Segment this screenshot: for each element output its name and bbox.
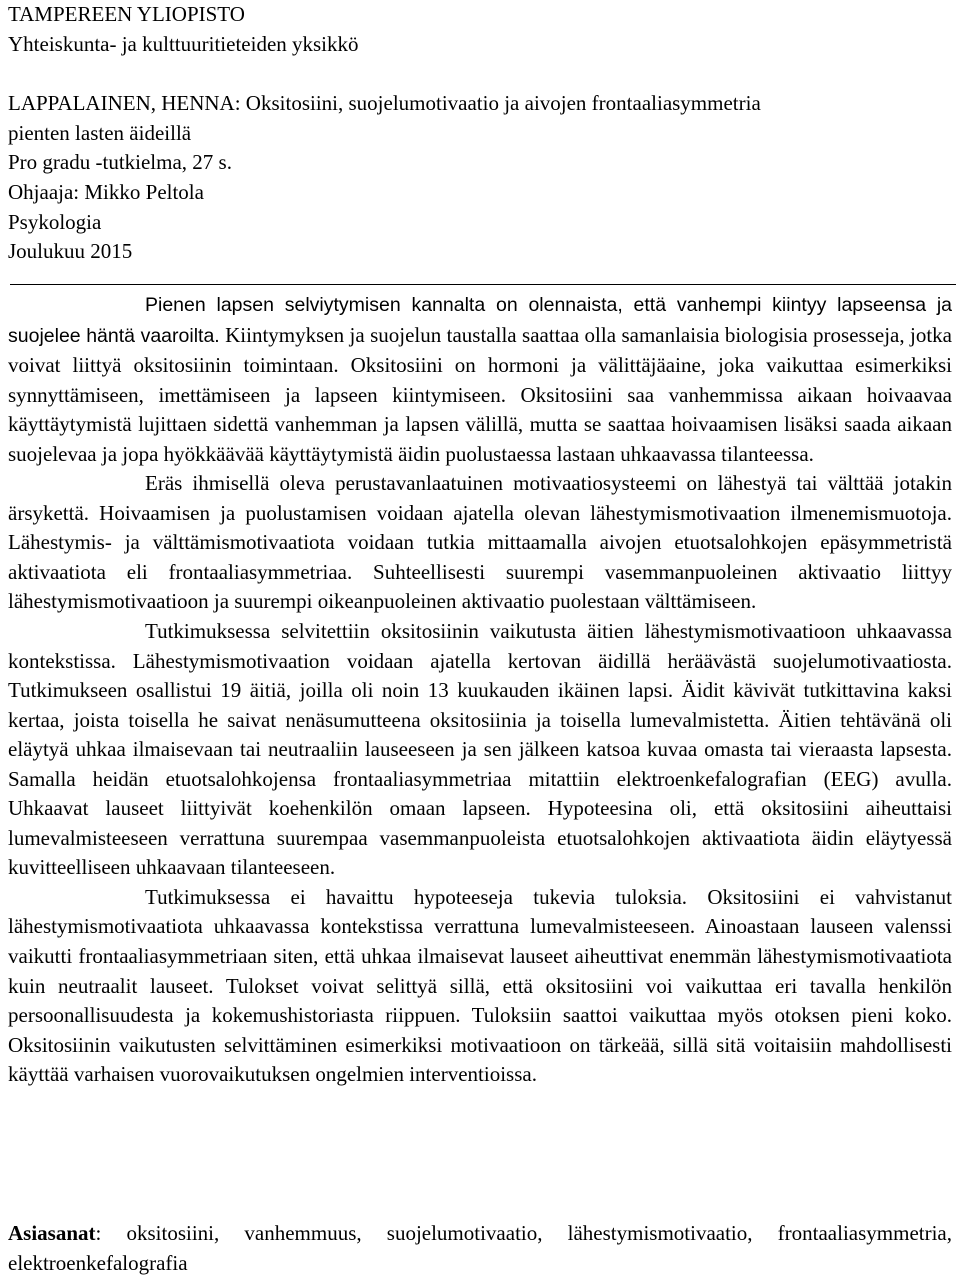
subject: Psykologia <box>8 209 102 234</box>
date: Joulukuu 2015 <box>8 239 133 264</box>
thesis-title-line-2: pienten lasten äideillä <box>8 120 192 145</box>
title-page-header <box>8 0 952 267</box>
abstract-lead-sentence: Pienen lapsen selviytymisen kannalta on olennaista, että vanhempi kiintyy lapseensa ja suojelee häntä vaaroilta. <box>8 294 952 347</box>
abstract <box>8 290 952 1090</box>
thesis-type: Pro gradu -tutkielma, 27 s. <box>8 150 232 175</box>
keywords <box>8 1218 952 1278</box>
header-divider <box>10 284 956 285</box>
unit-name: Yhteiskunta- ja kulttuuritieteiden yksikkö <box>8 31 359 56</box>
university-name: TAMPEREEN YLIOPISTO <box>8 2 245 26</box>
abstract-paragraph-1-rest: Kiintymyksen ja suojelun taustalla saattaa olla samanlaisia biologisia prosesseja, jotka voivat liittyä oksitosiinin toimintaan. Oksitosiini on hormoni ja välittäjäaine, joka vaikuttaa esimerkiksi synnyttämiseen, imettämiseen ja lapseen kiintymiseen. Oksitosiini saa vanhemmissa aikaan hoivaavaa käyttäytymistä lujittaen sidettä vanhemman ja lapsen välillä, mutta se saattaa hoivaamisen lisäksi saada aikaan suojelevaa ja jopa hyökkäävää käyttäytymistä äidin puolustaessa lastaan uhkaavassa tilanteessa. <box>8 322 952 466</box>
abstract-paragraph-4: Tutkimuksessa ei havaittu hypoteeseja tukevia tuloksia. Oksitosiini ei vahvistanut lähestymismotivaatiota uhkaavassa kontekstissa verrattuna lumevalmisteeseen. Ainoastaan lauseen valenssi vaikutti frontaaliasymmetriaan siten, että uhkaa ilmaisevat lauseet aiheuttivat enemmän lähestymismotivaatiota kuin neutraalit lauseet. Tulokset voivat selittyä sillä, että oksitosiini voi vaikuttaa eri tavalla henkilön persoonallisuudesta ja kokemushistoriasta riippuen. Tuloksiin saattoi vaikuttaa myös otoksen pieni koko. Oksitosiinin vaikutusten selvittäminen esimerkiksi motivaatioon on tärkeää, sillä sitä voitaisiin mahdollisesti käyttää varhaisen vuorovaikutuksen ongelmien interventioissa. <box>8 884 952 1087</box>
keywords-list: : oksitosiini, vanhemmuus, suojelumotivaatio, lähestymismotivaatio, frontaaliasymmetria, elektroenkefalografia <box>8 1221 952 1275</box>
keywords-label: Asiasanat <box>8 1221 96 1245</box>
abstract-paragraph-1 <box>8 290 952 469</box>
supervisor: Ohjaaja: Mikko Peltola <box>8 179 204 204</box>
thesis-title-line-1: LAPPALAINEN, HENNA: Oksitosiini, suojelumotivaatio ja aivojen frontaaliasymmetria <box>8 91 761 116</box>
header-spacer <box>8 59 952 89</box>
abstract-paragraph-3: Tutkimuksessa selvitettiin oksitosiinin vaikutusta äitien lähestymismotivaatioon uhkaavassa kontekstissa. Lähestymismotivaation voidaan ajatella kertovan äidillä heräävästä suojelumotivaatiosta. Tutkimukseen osallistui 19 äitiä, joilla oli noin 13 kuukauden ikäinen lapsi. Äidit kävivät tutkittavina kaksi kertaa, joista toisella he saivat nenäsumutteena oksitosiinia ja toisella lumevalmistetta. Äitien tehtävänä oli eläytyä uhkaa ilmaisevaan tai neutraaliin lauseeseen ja sen jälkeen katsoa kuvaa omasta tai vieraasta lapsesta. Samalla heidän etuotsalohkojensa frontaaliasymmetriaa mitattiin elektroenkefalografian (EEG) avulla. Uhkaavat lauseet liittyivät koehenkilön omaan lapseen. Hypoteesina oli, että oksitosiini aiheuttaisi lumevalmisteeseen verrattuna suurempaa vasemmanpuoleista etuotsalohkojen aktivaatiota äidin eläytyessä kuvitteelliseen uhkaavaan tilanteeseen. <box>8 619 952 880</box>
abstract-paragraph-2: Eräs ihmisellä oleva perustavanlaatuinen motivaatiosysteemi on lähestyä tai välttää jotakin ärsykettä. Hoivaamisen ja puolustamisen voidaan ajatella olevan lähestymismotivaation ilmenemismuotoja. Lähestymis- ja välttämismotivaatiota voidaan tutkia mittaamalla aivojen etuotsalohkojen epäsymmetristä aktivaatiota eli frontaaliasymmetriaa. Suhteellisesti suurempi vasemmanpuoleinen aktivaatio liittyy lähestymismotivaatioon ja suurempi oikeanpuoleinen aktivaatio puolestaan välttämiseen. <box>8 471 952 614</box>
